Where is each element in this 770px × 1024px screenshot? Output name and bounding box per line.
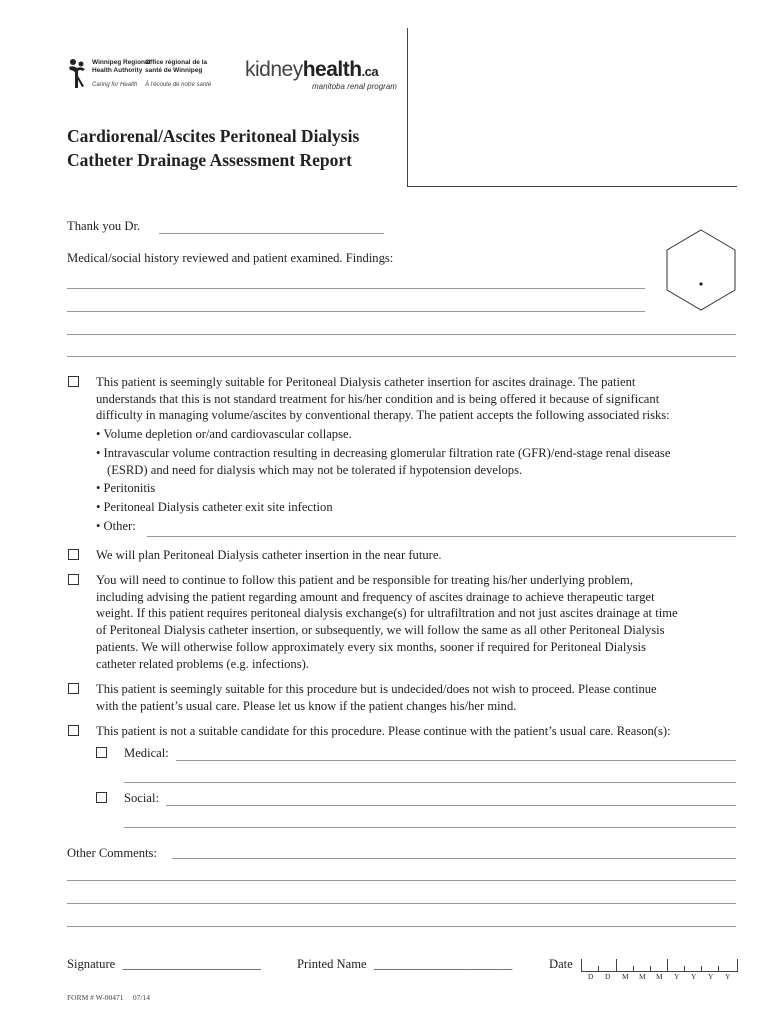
date-letter: Y [725,972,731,981]
other-risk-field[interactable] [147,536,736,537]
printed-name-row [297,956,512,973]
wrha-tagline-en: Caring for Health [92,82,138,88]
findings-line-3[interactable] [67,334,736,335]
kidneyhealth-brand-bold: health [302,58,362,81]
patient-label-frame [407,28,737,187]
follow-line-2: including advising the patient regarding amount and frequency of ascites drainage to achieve therapeutic target [96,589,655,604]
suitable-checkbox[interactable] [68,376,79,387]
follow-line-1: You will need to continue to follow this patient and be responsible for treating his/her underlying problem, [96,573,634,587]
suitable-text [96,374,741,534]
risk-item: • Intravascular volume contraction resulting in decreasing glomerular filtration rate (GFR)/end-stage renal disease [96,445,671,460]
other-comments-label: Other Comments: [67,846,157,860]
social-reason-line-1[interactable] [166,805,736,806]
undecided-text [96,681,741,714]
undecided-checkbox[interactable] [68,683,79,694]
hexagon-diagram [666,229,736,311]
date-letter: Y [708,972,714,981]
follow-checkbox[interactable] [68,574,79,585]
medical-reason-line-2[interactable] [124,782,736,783]
date-letter: M [656,972,663,981]
risk-item: • Peritonitis [96,481,156,496]
wrha-figure-icon [66,58,88,90]
wrha-name-fr-2: santé de Winnipeg [145,66,203,74]
page-title [67,124,359,172]
suitable-line-3: difficulty in managing volume/ascites by conventional therapy. The patient accepts the following associated risks: [96,408,670,423]
title-line-1: Cardiorenal/Ascites Peritoneal Dialysis [67,126,360,146]
date-letter: D [588,972,594,981]
kidneyhealth-brand-suffix: .ca [361,64,379,79]
date-letter: Y [691,972,697,981]
kidneyhealth-tagline: manitoba renal program [312,82,397,91]
thank-you-label: Thank you Dr. [67,219,141,233]
wrha-logo [66,56,226,96]
date-letter: M [639,972,646,981]
plan-text: We will plan Peritoneal Dialysis catheter insertion in the near future. [96,548,442,562]
comments-line-1[interactable] [172,858,736,859]
risk-item: • Peritoneal Dialysis catheter exit site infection [96,499,333,514]
wrha-name-fr-1: Office régional de la [145,59,208,66]
kidneyhealth-brand-light: kidney [245,58,303,81]
suitable-line-2: understands that this is not standard treatment for his/her condition and is being offered it because of significant [96,391,660,406]
not-suitable-text: This patient is not a suitable candidate for this procedure. Please continue with the patient’s usual care. Reason(s): [96,724,671,738]
plan-checkbox[interactable] [68,549,79,560]
form-number: FORM # W-00471 07/14 [67,993,150,1002]
signature-label: Signature [67,957,116,971]
medical-reason-line-1[interactable] [176,760,736,761]
undecided-line-2: with the patient’s usual care. Please let us know if the patient changes his/her mind. [96,698,517,713]
printed-name-label: Printed Name [297,957,367,971]
wrha-name-en-2: Health Authority [92,66,143,74]
date-letter: Y [674,972,680,981]
follow-line-5: patients. We will otherwise follow approximately every six months, sooner if required for Peritoneal Dialysis [96,639,646,654]
comments-line-2[interactable] [67,880,736,881]
suitable-line-1: This patient is seemingly suitable for Peritoneal Dialysis catheter insertion for ascites drainage. The patient [96,375,636,389]
signature-field[interactable]: ______________________ [122,957,261,971]
social-label: Social: [124,791,159,805]
medical-checkbox[interactable] [96,747,107,758]
social-reason-line-2[interactable] [124,827,736,828]
follow-line-3: weight. If this patient requires peritoneal dialysis exchange(s) for ultrafiltration and not just ascites drainage at time [96,606,678,621]
follow-line-4: of Peritoneal Dialysis catheter insertion, or subsequently, we will follow the same as all other Peritoneal Dialysis [96,623,665,638]
not-suitable-checkbox[interactable] [68,725,79,736]
history-label: Medical/social history reviewed and patient examined. Findings: [67,251,394,265]
medical-label: Medical: [124,746,169,760]
title-line-2: Catheter Drainage Assessment Report [67,150,352,170]
hexagon-center-dot [699,282,702,285]
signature-row [67,956,261,973]
risk-item: • Volume depletion or/and cardiovascular collapse. [96,427,352,442]
social-checkbox[interactable] [96,792,107,803]
comments-line-4[interactable] [67,926,736,927]
printed-name-field[interactable]: ______________________ [373,957,513,971]
findings-line-4[interactable] [67,356,736,357]
follow-line-6: catheter related problems (e.g. infections). [96,656,309,671]
findings-line-1[interactable] [67,288,645,289]
undecided-line-1: This patient is seemingly suitable for this procedure but is undecided/does not wish to proceed. Please continue [96,682,657,696]
risk-item-other: • Other: [96,518,136,533]
date-label: Date [549,957,573,971]
wrha-name-en-1: Winnipeg Regional [92,59,151,66]
comments-line-3[interactable] [67,903,736,904]
date-field[interactable] [581,959,738,972]
date-letter: D [605,972,611,981]
follow-text [96,572,741,672]
kidneyhealth-logo [245,58,405,98]
date-letter: M [622,972,629,981]
findings-line-2[interactable] [67,311,645,312]
wrha-tagline-fr: À l'écoute de notre santé [145,82,212,88]
risk-item-cont: (ESRD) and need for dialysis which may not be tolerated if hypotension develops. [107,462,523,477]
doctor-name-field[interactable] [159,233,384,234]
